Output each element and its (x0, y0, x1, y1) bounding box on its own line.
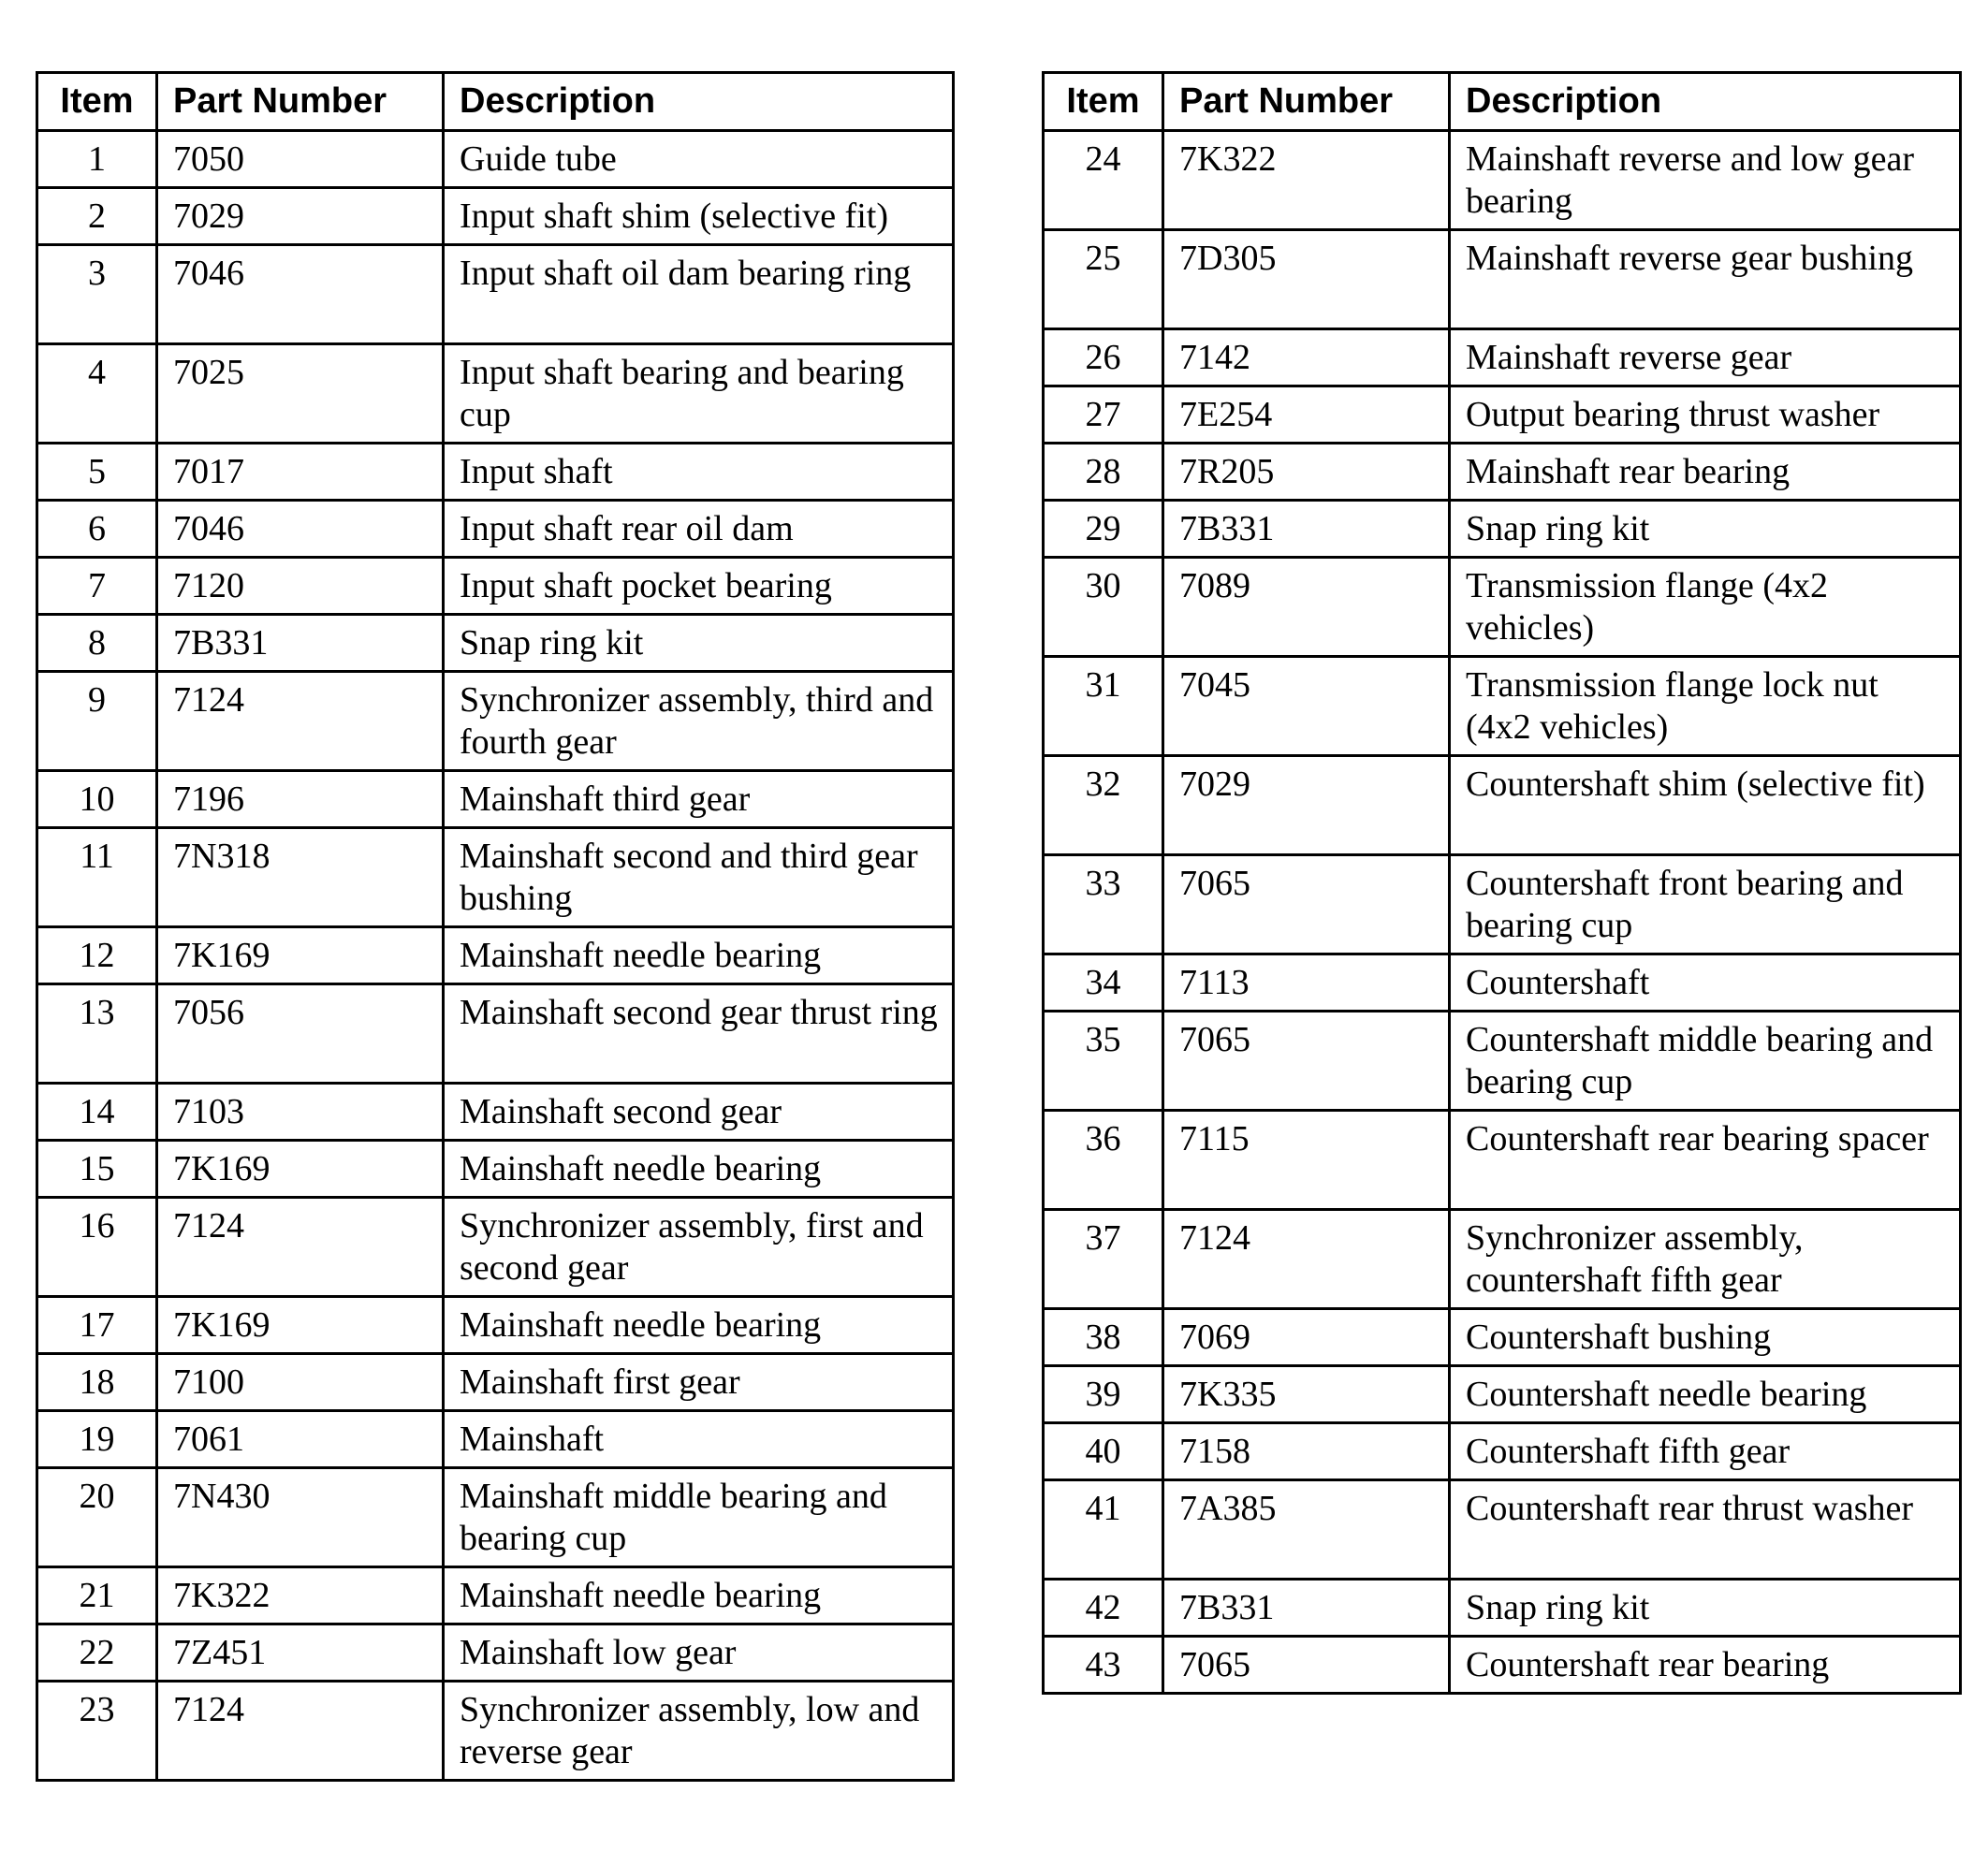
cell-item: 26 (1044, 329, 1163, 386)
cell-part-number: 7B331 (1163, 1580, 1450, 1637)
table-row (37, 927, 954, 984)
cell-part-number: 7Z451 (157, 1624, 444, 1682)
cell-part-number: 7N430 (157, 1468, 444, 1567)
header-description: Description (1450, 73, 1961, 131)
table-row (37, 615, 954, 672)
cell-item: 34 (1044, 954, 1163, 1012)
cell-item: 38 (1044, 1309, 1163, 1366)
table-row (1044, 657, 1961, 756)
cell-part-number: 7089 (1163, 558, 1450, 657)
cell-part-number: 7100 (157, 1354, 444, 1411)
table-row (1044, 444, 1961, 501)
cell-part-number: 7103 (157, 1084, 444, 1141)
cell-description: Synchronizer assembly, third and fourth gear (444, 672, 954, 771)
cell-item: 7 (37, 558, 157, 615)
cell-description: Countershaft rear bearing (1450, 1637, 1961, 1694)
cell-item: 8 (37, 615, 157, 672)
cell-item: 2 (37, 188, 157, 245)
table-row (37, 1141, 954, 1198)
table-row (1044, 230, 1961, 329)
cell-item: 23 (37, 1682, 157, 1781)
cell-item: 24 (1044, 131, 1163, 230)
cell-description: Mainshaft third gear (444, 771, 954, 828)
cell-description: Mainshaft second and third gear bushing (444, 828, 954, 927)
cell-item: 36 (1044, 1111, 1163, 1210)
cell-description: Input shaft pocket bearing (444, 558, 954, 615)
table-row (37, 444, 954, 501)
cell-item: 41 (1044, 1480, 1163, 1580)
cell-part-number: 7142 (1163, 329, 1450, 386)
cell-description: Mainshaft needle bearing (444, 1567, 954, 1624)
cell-description: Transmission flange (4x2 vehicles) (1450, 558, 1961, 657)
cell-description: Countershaft (1450, 954, 1961, 1012)
table-header (37, 73, 954, 131)
cell-part-number: 7D305 (1163, 230, 1450, 329)
cell-description: Snap ring kit (1450, 1580, 1961, 1637)
table-row (37, 245, 954, 344)
cell-item: 43 (1044, 1637, 1163, 1694)
table-row (1044, 1210, 1961, 1309)
cell-item: 28 (1044, 444, 1163, 501)
table-row (1044, 558, 1961, 657)
cell-item: 9 (37, 672, 157, 771)
cell-part-number: 7061 (157, 1411, 444, 1468)
cell-item: 12 (37, 927, 157, 984)
cell-item: 40 (1044, 1423, 1163, 1480)
cell-description: Input shaft rear oil dam (444, 501, 954, 558)
table-header (1044, 73, 1961, 131)
cell-part-number: 7069 (1163, 1309, 1450, 1366)
cell-part-number: 7E254 (1163, 386, 1450, 444)
cell-part-number: 7K322 (157, 1567, 444, 1624)
table-row (37, 984, 954, 1084)
table-row (1044, 1366, 1961, 1423)
cell-part-number: 7124 (157, 1682, 444, 1781)
cell-description: Input shaft (444, 444, 954, 501)
cell-item: 25 (1044, 230, 1163, 329)
cell-description: Input shaft shim (selective fit) (444, 188, 954, 245)
cell-part-number: 7K169 (157, 1141, 444, 1198)
cell-part-number: 7029 (1163, 756, 1450, 855)
cell-description: Mainshaft middle bearing and bearing cup (444, 1468, 954, 1567)
cell-item: 6 (37, 501, 157, 558)
cell-description: Countershaft rear bearing spacer (1450, 1111, 1961, 1210)
table-row (37, 1468, 954, 1567)
table-row (37, 1682, 954, 1781)
cell-item: 37 (1044, 1210, 1163, 1309)
table-row (1044, 954, 1961, 1012)
cell-part-number: 7B331 (1163, 501, 1450, 558)
cell-part-number: 7045 (1163, 657, 1450, 756)
table-body-right (1044, 131, 1961, 1694)
table-row (37, 131, 954, 188)
table-row (37, 1084, 954, 1141)
cell-item: 18 (37, 1354, 157, 1411)
cell-part-number: 7124 (1163, 1210, 1450, 1309)
cell-description: Snap ring kit (444, 615, 954, 672)
cell-description: Mainshaft (444, 1411, 954, 1468)
cell-part-number: 7065 (1163, 1012, 1450, 1111)
header-description: Description (444, 73, 954, 131)
cell-item: 42 (1044, 1580, 1163, 1637)
table-row (37, 188, 954, 245)
cell-part-number: 7R205 (1163, 444, 1450, 501)
cell-description: Countershaft middle bearing and bearing cup (1450, 1012, 1961, 1111)
cell-item: 5 (37, 444, 157, 501)
cell-part-number: 7158 (1163, 1423, 1450, 1480)
cell-part-number: 7196 (157, 771, 444, 828)
cell-item: 17 (37, 1297, 157, 1354)
cell-part-number: 7065 (1163, 855, 1450, 954)
cell-part-number: 7046 (157, 501, 444, 558)
cell-part-number: 7A385 (1163, 1480, 1450, 1580)
cell-part-number: 7120 (157, 558, 444, 615)
cell-item: 31 (1044, 657, 1163, 756)
cell-part-number: 7050 (157, 131, 444, 188)
table-row (1044, 1480, 1961, 1580)
cell-description: Mainshaft needle bearing (444, 927, 954, 984)
cell-item: 3 (37, 245, 157, 344)
cell-item: 27 (1044, 386, 1163, 444)
cell-part-number: 7K169 (157, 927, 444, 984)
cell-description: Countershaft shim (selective fit) (1450, 756, 1961, 855)
table-row (37, 558, 954, 615)
cell-item: 39 (1044, 1366, 1163, 1423)
table-row (1044, 1012, 1961, 1111)
table-row (1044, 501, 1961, 558)
cell-item: 21 (37, 1567, 157, 1624)
header-item: Item (1044, 73, 1163, 131)
cell-description: Mainshaft second gear thrust ring (444, 984, 954, 1084)
cell-item: 13 (37, 984, 157, 1084)
table-row (37, 771, 954, 828)
cell-item: 10 (37, 771, 157, 828)
table-row (37, 344, 954, 444)
table-row (1044, 1637, 1961, 1694)
cell-description: Mainshaft reverse gear (1450, 329, 1961, 386)
table-row (37, 1567, 954, 1624)
table-body-left (37, 131, 954, 1781)
cell-item: 33 (1044, 855, 1163, 954)
cell-part-number: 7113 (1163, 954, 1450, 1012)
cell-description: Mainshaft second gear (444, 1084, 954, 1141)
cell-part-number: 7025 (157, 344, 444, 444)
table-row (1044, 386, 1961, 444)
cell-item: 1 (37, 131, 157, 188)
cell-item: 30 (1044, 558, 1163, 657)
cell-part-number: 7N318 (157, 828, 444, 927)
cell-description: Mainshaft needle bearing (444, 1297, 954, 1354)
header-part-number: Part Number (157, 73, 444, 131)
cell-description: Synchronizer assembly, low and reverse gear (444, 1682, 954, 1781)
table-row (37, 1411, 954, 1468)
parts-table-right (1042, 71, 1962, 1695)
cell-part-number: 7115 (1163, 1111, 1450, 1210)
cell-item: 11 (37, 828, 157, 927)
cell-description: Mainshaft reverse gear bushing (1450, 230, 1961, 329)
table-row (37, 501, 954, 558)
table-row (37, 672, 954, 771)
cell-description: Mainshaft reverse and low gear bearing (1450, 131, 1961, 230)
cell-description: Countershaft bushing (1450, 1309, 1961, 1366)
header-item: Item (37, 73, 157, 131)
table-row (37, 828, 954, 927)
cell-description: Guide tube (444, 131, 954, 188)
cell-description: Mainshaft rear bearing (1450, 444, 1961, 501)
cell-description: Countershaft fifth gear (1450, 1423, 1961, 1480)
cell-description: Synchronizer assembly, countershaft fifth gear (1450, 1210, 1961, 1309)
table-row (1044, 855, 1961, 954)
cell-description: Synchronizer assembly, first and second gear (444, 1198, 954, 1297)
table-row (1044, 131, 1961, 230)
cell-part-number: 7124 (157, 672, 444, 771)
cell-description: Input shaft oil dam bearing ring (444, 245, 954, 344)
cell-part-number: 7B331 (157, 615, 444, 672)
cell-part-number: 7065 (1163, 1637, 1450, 1694)
cell-item: 19 (37, 1411, 157, 1468)
parts-table-left (36, 71, 955, 1782)
table-row (1044, 756, 1961, 855)
cell-part-number: 7017 (157, 444, 444, 501)
table-row (1044, 1111, 1961, 1210)
cell-item: 14 (37, 1084, 157, 1141)
cell-item: 22 (37, 1624, 157, 1682)
cell-item: 32 (1044, 756, 1163, 855)
cell-description: Countershaft front bearing and bearing cup (1450, 855, 1961, 954)
cell-part-number: 7K322 (1163, 131, 1450, 230)
table-row (1044, 329, 1961, 386)
table-row (1044, 1423, 1961, 1480)
cell-description: Countershaft rear thrust washer (1450, 1480, 1961, 1580)
table-row (37, 1297, 954, 1354)
cell-part-number: 7046 (157, 245, 444, 344)
cell-description: Input shaft bearing and bearing cup (444, 344, 954, 444)
cell-part-number: 7056 (157, 984, 444, 1084)
table-row (1044, 1580, 1961, 1637)
cell-description: Output bearing thrust washer (1450, 386, 1961, 444)
table-row (37, 1354, 954, 1411)
cell-description: Mainshaft low gear (444, 1624, 954, 1682)
cell-item: 16 (37, 1198, 157, 1297)
cell-description: Mainshaft needle bearing (444, 1141, 954, 1198)
cell-item: 29 (1044, 501, 1163, 558)
cell-description: Snap ring kit (1450, 501, 1961, 558)
cell-item: 35 (1044, 1012, 1163, 1111)
cell-item: 20 (37, 1468, 157, 1567)
cell-item: 4 (37, 344, 157, 444)
cell-item: 15 (37, 1141, 157, 1198)
cell-part-number: 7K169 (157, 1297, 444, 1354)
cell-description: Countershaft needle bearing (1450, 1366, 1961, 1423)
cell-part-number: 7029 (157, 188, 444, 245)
cell-part-number: 7124 (157, 1198, 444, 1297)
cell-part-number: 7K335 (1163, 1366, 1450, 1423)
cell-description: Mainshaft first gear (444, 1354, 954, 1411)
table-row (37, 1198, 954, 1297)
header-part-number: Part Number (1163, 73, 1450, 131)
table-row (1044, 1309, 1961, 1366)
table-row (37, 1624, 954, 1682)
cell-description: Transmission flange lock nut (4x2 vehicles) (1450, 657, 1961, 756)
